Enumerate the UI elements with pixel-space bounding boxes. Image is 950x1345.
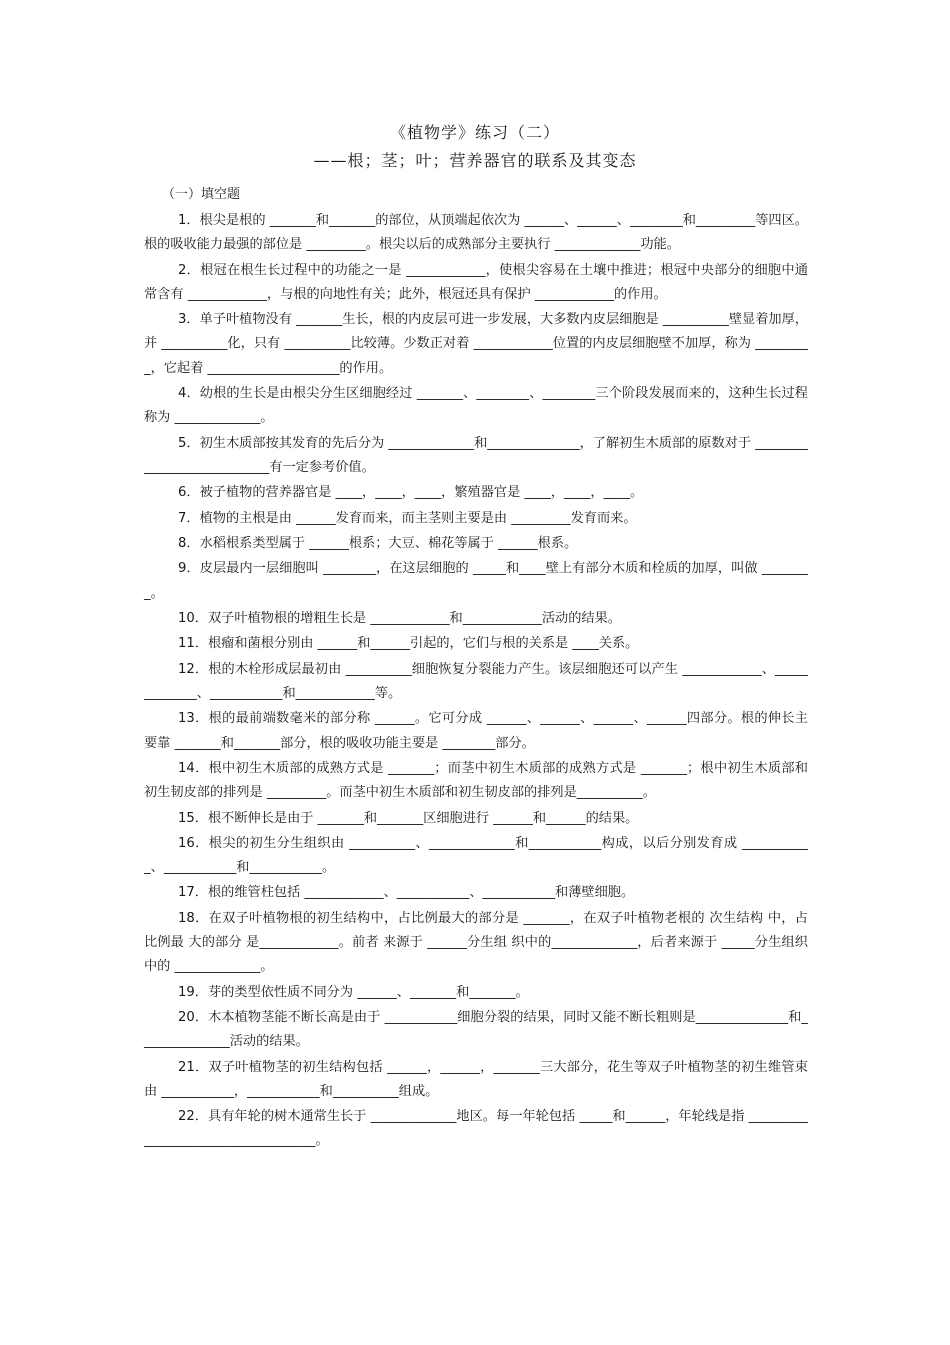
question-6: 6．被子植物的营养器官是 ____，____，____，繁殖器官是 ____，____，____。	[178, 485, 644, 501]
question-21: 21．双子叶植物茎的初生结构包括 ______，______，_______三大部分，花生等双子叶植物茎的初生维管束由 ___________，___________和__________组成。	[144, 1059, 808, 1099]
question-2: 2．根冠在根生长过程中的功能之一是 ____________，使根尖容易在土壤中推进；根冠中央部分的细胞中通常含有 ____________，与根的向地性有关；此外，根冠还具有保护 ____________的作用。	[144, 262, 808, 302]
section-heading: （一）填空题	[162, 187, 241, 202]
question-18: 18．在双子叶植物根的初生结构中，占比例最大的部分是 _______，在双子叶植物老根的 次生结构 中，占 比例最 大的部分 是____________。前者 来源于 ______分生组 织中的_____________，后者来源于 _____分生组织中的 _____________。	[144, 910, 808, 975]
question-3: 3．单子叶植物没有 _______生长，根的内皮层可进一步发展，大多数内皮层细胞是 __________壁显着加厚，并 __________化，只有 __________比较薄。少数正对着 ____________位置的内皮层细胞壁不加厚，称为 _________，它起着 ____________________的作用。	[144, 312, 808, 376]
question-22: 22．具有年轮的树木通常生长于 _____________地区。每一年轮包括 _____和______，年轮线是指 ___________________________________。	[144, 1109, 808, 1149]
question-5: 5．初生木质部按其发育的先后分为 _____________和______________，了解初生木质部的原数对于 ___________________________有一定参考价值。	[144, 435, 808, 475]
question-7: 7．植物的主根是由 ______发育而来，而主茎则主要是由 _________发育而来。	[178, 510, 637, 526]
question-19: 19．芽的类型依性质不同分为 ______、_______和_______。	[178, 984, 529, 1000]
question-4: 4．幼根的生长是由根尖分生区细胞经过 _______、________、________三个阶段发展而来的，这种生长过程称为 _____________。	[144, 385, 808, 426]
document-title: 《植物学》练习（二）	[389, 123, 560, 142]
question-13: 13．根的最前端数毫米的部分称 ______。它可分成 ______、______、______、______四部分。根的伸长主要靠 _______和_______部分，根的吸收功能主要是 ________部分。	[144, 711, 808, 751]
question-9: 9．皮层最内一层细胞叫 ________，在这层细胞的 _____和____壁上有部分木质和栓质的加厚，叫做 ________。	[144, 561, 808, 601]
question-20: 20．木本植物茎能不断长高是由于 ___________细胞分裂的结果，同时又能不断长粗则是______________和______________活动的结果。	[144, 1010, 808, 1050]
question-17: 17．根的维管柱包括 ____________、___________、___________和薄壁细胞。	[178, 885, 635, 901]
question-1: 1．根尖是根的 _______和_______的部位，从顶端起依次为 ______、______、________和_________等四区。根的吸收能力最强的部位是 _________。根尖以后的成熟部分主要执行 _____________功能。	[144, 213, 808, 253]
question-8: 8．水稻根系类型属于 ______根系；大豆、棉花等属于 ______根系。	[178, 535, 578, 551]
question-list	[144, 209, 808, 1155]
question-10: 10．双子叶植物根的增粗生长是 ____________和____________活动的结果。	[178, 610, 621, 626]
question-12: 12．根的木栓形成层最初由 __________细胞恢复分裂能力产生。该层细胞还可以产生 ____________、_____________、___________和____________等。	[144, 661, 808, 701]
question-16: 16．根尖的初生分生组织由 __________、_____________和___________构成，以后分别发育成 ___________、___________和___________。	[144, 835, 808, 876]
document-subtitle: ——根；茎；叶；营养器官的联系及其变态	[313, 151, 637, 170]
question-11: 11．根瘤和菌根分别由 ______和______引起的，它们与根的关系是 ____关系。	[178, 636, 639, 652]
question-14: 14．根中初生木质部的成熟方式是 _______；而茎中初生木质部的成熟方式是 _______；根中初生木质部和初生韧皮部的排列是 _________。而茎中初生木质部和初生韧皮部的排列是__________。	[144, 760, 808, 801]
question-15: 15．根不断伸长是由于 _______和_______区细胞进行 ______和______的结果。	[178, 810, 639, 826]
